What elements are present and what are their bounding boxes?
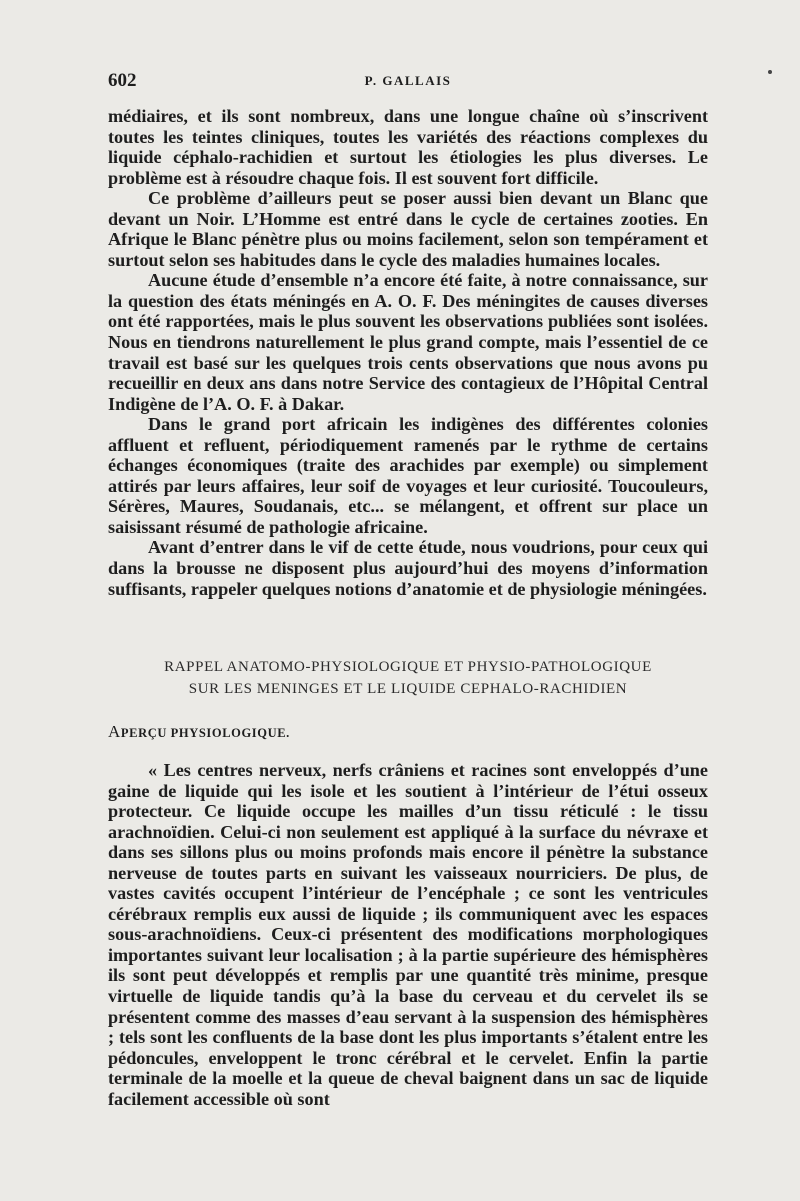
paragraph: Ce problème d’ailleurs peut se poser aussi bien devant un Blanc que devant un Noir. L’Homme est entré dans le cycle de certaines zooties. En Afrique le Blanc pénètre plus ou moins facilement, selon son tempérament et surtout selon ses habitudes dans le cycle des maladies humaines locales. xyxy=(108,188,708,270)
paragraph: Dans le grand port africain les indigènes des différentes colonies affluent et refluent, périodiquement ramenés par le rythme de certains échanges économiques (traite des arachides par exemple) ou simplement attirés par leurs affaires, leur soif de voyages et leur curiosité. Toucouleurs, Sérères, Maures, Soudanais, etc... se mélangent, et offrent sur place un saisissant résumé de pathologie africaine. xyxy=(108,414,708,537)
paragraph: médiaires, et ils sont nombreux, dans une longue chaîne où s’inscrivent toutes les teintes cliniques, toutes les variétés des réactions complexes du liquide céphalo-rachidien et surtout les étiologies les plus diverses. Le problème est à résoudre chaque fois. Il est souvent fort difficile. xyxy=(108,106,708,188)
subsection-initial: A xyxy=(108,722,121,741)
section-heading xyxy=(108,656,708,700)
paragraph: Avant d’entrer dans le vif de cette étude, nous voudrions, pour ceux qui dans la brousse ne disposent plus aujourd’hui des moyens d’information suffisants, rappeler quelques notions d’anatomie et de physiologie méningées. xyxy=(108,537,708,599)
page-number: 602 xyxy=(108,70,137,91)
running-head-author: P. GALLAIS xyxy=(364,73,452,88)
subsection-heading xyxy=(108,722,290,742)
body-text-bottom xyxy=(108,760,708,1109)
running-head xyxy=(108,70,708,94)
body-text-top xyxy=(108,106,708,599)
paragraph: Aucune étude d’ensemble n’a encore été faite, à notre connaissance, sur la question des états méningés en A. O. F. Des méningites de causes diverses ont été rapportées, mais le plus souvent les observations publiées sont isolées. Nous en tiendrons naturellement le plus grand compte, mais l’essentiel de ce travail est basé sur les quelques trois cents observations que nous avons pu recueillir en deux ans dans notre Service des contagieux de l’Hôpital Central Indigène de l’A. O. F. à Dakar. xyxy=(108,270,708,414)
margin-dot xyxy=(768,70,772,74)
section-heading-line: SUR LES MENINGES ET LE LIQUIDE CEPHALO-RACHIDIEN xyxy=(188,681,628,697)
subsection-title: PERÇU PHYSIOLOGIQUE. xyxy=(120,726,290,740)
paragraph: « Les centres nerveux, nerfs crâniens et racines sont enveloppés d’une gaine de liquide qui les isole et les soutient à l’intérieur de l’étui osseux protecteur. Ce liquide occupe les mailles d’un tissu réticulé : le tissu arachnoïdien. Celui-ci non seulement est appliqué à la surface du névraxe et dans ses sillons plus ou moins profonds mais encore il pénètre la substance nerveuse de toutes parts en suivant les vaisseaux nourriciers. De plus, de vastes cavités occupent l’intérieur de l’encéphale ; ce sont les ventricules cérébraux remplis eux aussi de liquide ; ils communiquent avec les espaces sous-arachnoïdiens. Ceux-ci présentent des modifications morphologiques importantes suivant leur localisation ; à la partie supérieure des hémisphères ils sont peut développés et remplis par une quantité très minime, presque virtuelle de liquide tandis qu’à la base du cerveau et du cervelet ils se présentent comme des masses d’eau servant à la suspension des hémisphères ; tels sont les confluents de la base dont les plus importants s’étalent entre les pédoncules, enveloppent le tronc cérébral et le cervelet. Enfin la partie terminale de la moelle et la queue de cheval baignent dans un sac de liquide facilement accessible où sont xyxy=(108,760,708,1109)
section-heading-line: RAPPEL ANATOMO-PHYSIOLOGIQUE ET PHYSIO-PATHOLOGIQUE xyxy=(164,659,652,675)
